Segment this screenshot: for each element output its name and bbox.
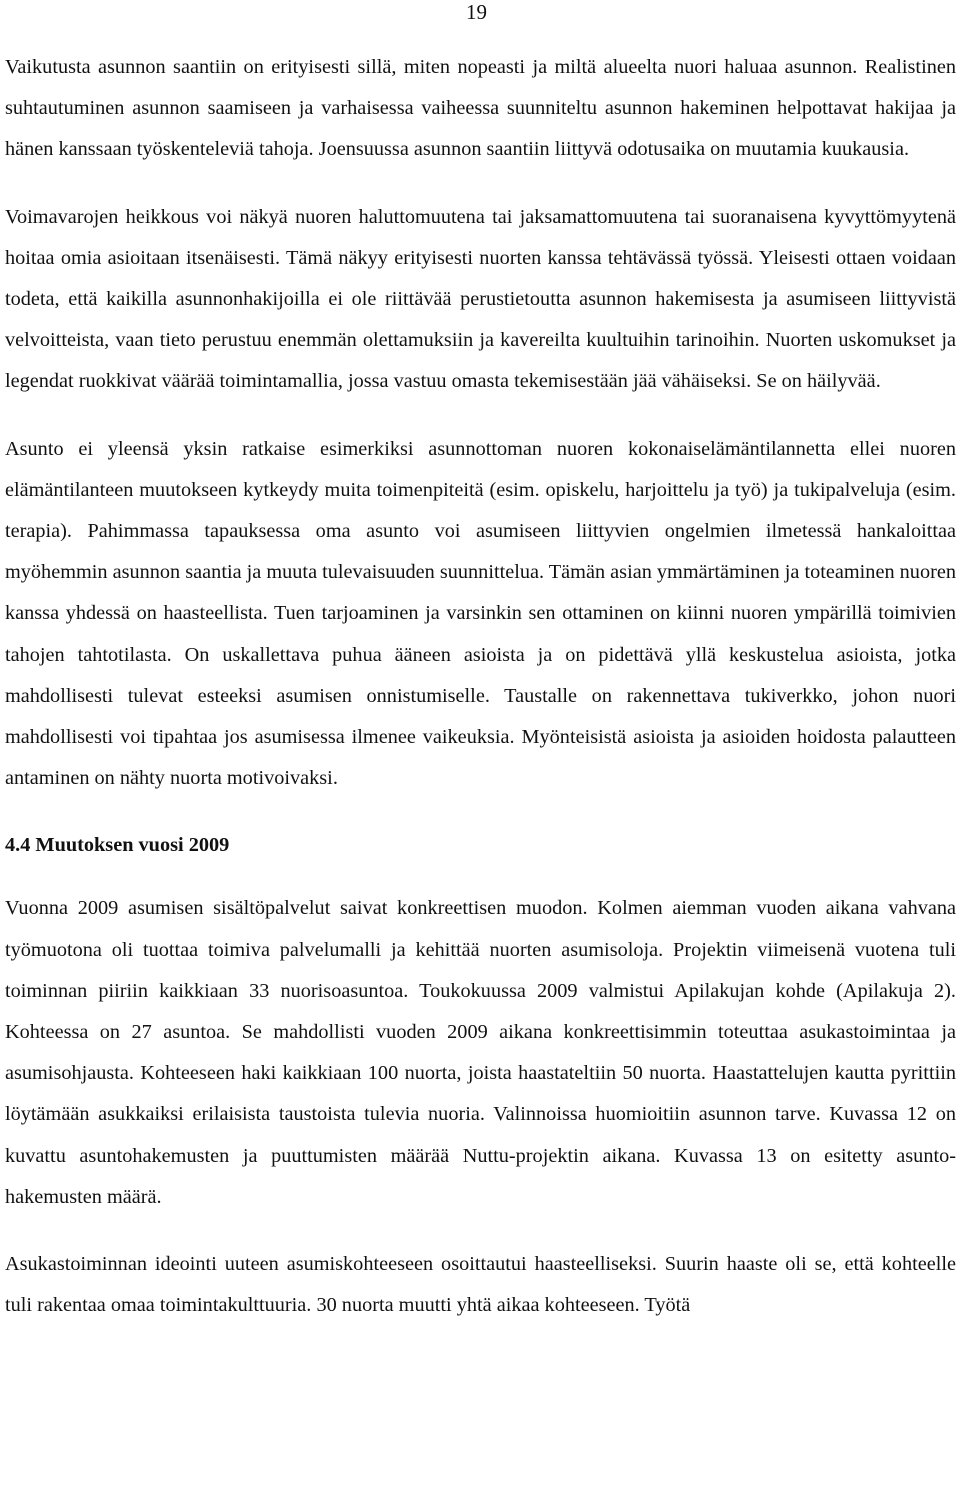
paragraph-resident-activities: Asukastoiminnan ideointi uuteen asumiskohteeseen osoittautui haasteelliseksi. Suurin haaste oli se, että kohteelle tuli rakentaa omaa toimintakulttuuria. 30 nuorta muutti yhtä aikaa kohteeseen. Työtä xyxy=(5,1253,956,1317)
paragraph-support-network: Asunto ei yleensä yksin ratkaise esimerkiksi asunnottoman nuoren kokonaiselämäntilannetta ellei nuoren elämäntilanteen muutokseen kytkeydy muita toimenpiteitä (esim. opiskelu, harjoittelu ja työ) ja tukipalveluja (esim. terapia). Pahimmassa tapauksessa oma asunto voi asumiseen liittyvien ongelmien ilmetessä hankaloittaa myöhemmin asunnon saantia ja muuta tulevaisuuden suunnittelua. Tämän asian ymmärtäminen ja toteaminen nuoren kanssa yhdessä on haasteellista. Tuen tarjoaminen ja varsinkin sen ottaminen on kiinni nuoren ympärillä toimivien tahojen tahtotilasta. On uskallettava puhua ääneen asioista ja on pidettävä yllä keskustelua asioista, jotka mahdollisesti tulevat esteeksi asumisen onnistumiselle. Taustalle on rakennettava tukiverkko, johon nuori mahdollisesti voi tipahtaa jos asumisessa ilmenee vaikeuksia. Myönteisistä asioista ja asioiden hoidosta palautteen antaminen on nähty nuorta motivoivaksi. xyxy=(5,437,956,790)
document-body xyxy=(5,47,956,1326)
paragraph-gap xyxy=(5,171,956,197)
page-number: 19 xyxy=(466,0,487,24)
paragraph-resources: Voimavarojen heikkous voi näkyä nuoren haluttomuutena tai jaksamattomuutena tai suoranaisena kyvyttömyytenä hoitaa omia asioitaan itsenäisesti. Tämä näkyy erityisesti nuorten kanssa tehtävässä työssä. Yleisesti ottaen voidaan todeta, että kaikilla asunnonhakijoilla ei ole riittävää perustietoutta asunnon hakemisesta ja asumiseen liittyvistä velvoitteista, vaan tieto perustuu enemmän olettamuksiin ja kavereilta kuultuihin tarinoihin. Nuorten uskomukset ja legendat ruokkivat väärää toimintamallia, jossa vastuu omasta tekemisestään jää vähäiseksi. Se on häilyvää. xyxy=(5,205,956,393)
section-heading: 4.4 Muutoksen vuosi 2009 xyxy=(5,834,230,857)
paragraph-gap xyxy=(5,403,956,429)
paragraph-housing-access: Vaikutusta asunnon saantiin on erityisesti sillä, miten nopeasti ja miltä alueelta nuori haluaa asunnon. Realistinen suhtautuminen asunnon saamiseen ja varhaisessa vaiheessa suunniteltu asunnon hakeminen helpottavat hakijaa ja hänen kanssaan työskenteleviä tahoja. Joensuussa asunnon saantiin liittyvä odotusaika on muutamia kuukausia. xyxy=(5,56,956,161)
paragraph-gap xyxy=(5,1218,956,1244)
paragraph-year-2009: Vuonna 2009 asumisen sisältöpalvelut saivat konkreettisen muodon. Kolmen aiemman vuoden aikana vahvana työmuotona oli tuottaa toimiva palvelumalli ja kehittää nuorten asumisoloja. Projektin viimeisenä vuotena tuli toiminnan piiriin kaikkiaan 33 nuorisoasuntoa. Toukokuussa 2009 valmistui Apilakujan kohde (Apilakuja 2). Kohteessa on 27 asuntoa. Se mahdollisti vuoden 2009 aikana konkreettisimmin toteuttaa asukastoimintaa ja asumisohjausta. Kohteeseen haki kaikkiaan 100 nuorta, joista haastateltiin 50 nuorta. Haastattelujen kautta pyrittiin löytämään asukkaiksi erilaisista taustoista tulevia nuoria. Valinnoissa huomioitiin asunnon tarve. Kuvassa 12 on kuvattu asuntohakemusten ja puuttumisten määrää Nuttu-projektin aikana. Kuvassa 13 on esitetty asunto-hakemusten määrä. xyxy=(5,897,956,1208)
paragraph-gap xyxy=(5,799,956,825)
paragraph-gap xyxy=(5,866,956,888)
